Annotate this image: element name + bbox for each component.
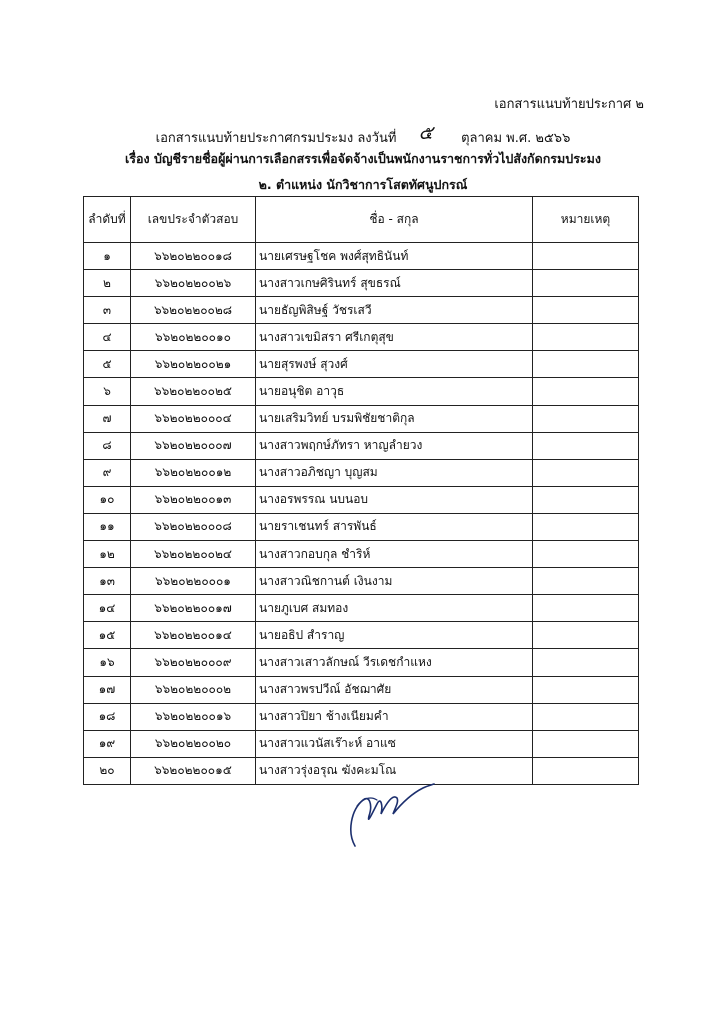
cell-note	[533, 703, 639, 730]
cell-note	[533, 351, 639, 378]
cell-note	[533, 513, 639, 540]
cell-note	[533, 568, 639, 595]
cell-name: นางสาวพฤกษ์ภัทรา หาญลำยวง	[256, 432, 533, 459]
annex-label: เอกสารแนบท้ายประกาศ ๒	[494, 97, 644, 112]
table-row	[84, 432, 639, 459]
cell-order: ๑๔	[84, 595, 131, 622]
cell-exam-id: ๖๖๒๐๒๒๐๐๐๑	[131, 568, 256, 595]
cell-order: ๑๐	[84, 486, 131, 513]
cell-order: ๑๑	[84, 513, 131, 540]
cell-order: ๘	[84, 432, 131, 459]
cell-order: ๖	[84, 378, 131, 405]
table-header-row	[84, 197, 639, 243]
cell-name: นางสาวเขมิสรา ศรีเกตุสุข	[256, 324, 533, 351]
cell-exam-id: ๖๖๒๐๒๒๐๐๑๕	[131, 757, 256, 784]
table-row	[84, 676, 639, 703]
announcement-prefix: เอกสารแนบท้ายประกาศกรมประมง ลงวันที่	[155, 131, 397, 146]
table-row	[84, 568, 639, 595]
table-row	[84, 405, 639, 432]
cell-exam-id: ๖๖๒๐๒๒๐๐๒๖	[131, 270, 256, 297]
column-header-name: ชื่อ - สกุล	[256, 197, 533, 243]
table-row	[84, 649, 639, 676]
cell-note	[533, 486, 639, 513]
cell-exam-id: ๖๖๒๐๒๒๐๐๒๘	[131, 297, 256, 324]
table-row	[84, 730, 639, 757]
table-row	[84, 486, 639, 513]
cell-exam-id: ๖๖๒๐๒๒๐๐๒๔	[131, 541, 256, 568]
cell-note	[533, 432, 639, 459]
cell-order: ๑๕	[84, 622, 131, 649]
table-row	[84, 297, 639, 324]
cell-note	[533, 297, 639, 324]
position-title: ๒. ตำแหน่ง นักวิชาการโสตทัศนูปกรณ์	[258, 177, 468, 192]
cell-name: นายภูเบศ สมทอง	[256, 595, 533, 622]
cell-name: นางสาวอภิชญา บุญสม	[256, 459, 533, 486]
cell-name: นายธัญพิสิษฐ์ วัชรเสวี	[256, 297, 533, 324]
cell-order: ๑๖	[84, 649, 131, 676]
cell-exam-id: ๖๖๒๐๒๒๐๐๒๕	[131, 378, 256, 405]
cell-exam-id: ๖๖๒๐๒๒๐๐๐๙	[131, 649, 256, 676]
cell-name: นายราเชนทร์ สารพันธ์	[256, 513, 533, 540]
cell-note	[533, 459, 639, 486]
cell-name: นางสาวรุ่งอรุณ ฆังคะมโณ	[256, 757, 533, 784]
cell-note	[533, 324, 639, 351]
cell-note	[533, 243, 639, 270]
cell-name: นางสาวเกษศิรินทร์ สุขธรณ์	[256, 270, 533, 297]
cell-exam-id: ๖๖๒๐๒๒๐๐๒๑	[131, 351, 256, 378]
table-row	[84, 595, 639, 622]
table-row	[84, 351, 639, 378]
cell-exam-id: ๖๖๒๐๒๒๐๐๐๗	[131, 432, 256, 459]
column-header-exam-id: เลขประจำตัวสอบ	[131, 197, 256, 243]
cell-note	[533, 541, 639, 568]
cell-order: ๒๐	[84, 757, 131, 784]
cell-note	[533, 622, 639, 649]
cell-exam-id: ๖๖๒๐๒๒๐๐๑๗	[131, 595, 256, 622]
cell-note	[533, 757, 639, 784]
cell-order: ๑๙	[84, 730, 131, 757]
cell-exam-id: ๖๖๒๐๒๒๐๐๐๒	[131, 676, 256, 703]
cell-exam-id: ๖๖๒๐๒๒๐๐๑๘	[131, 243, 256, 270]
table-row	[84, 541, 639, 568]
subject-line: เรื่อง บัญชีรายชื่อผู้ผ่านการเลือกสรรเพื่อจัดจ้างเป็นพนักงานราชการทั่วไปสังกัดกรมประมง	[125, 151, 601, 166]
cell-note	[533, 649, 639, 676]
cell-exam-id: ๖๖๒๐๒๒๐๐๐๔	[131, 405, 256, 432]
cell-name: นายสุรพงษ์ สุวงศ์	[256, 351, 533, 378]
cell-note	[533, 676, 639, 703]
cell-order: ๑๗	[84, 676, 131, 703]
cell-order: ๙	[84, 459, 131, 486]
cell-name: นางอรพรรณ นบนอบ	[256, 486, 533, 513]
cell-exam-id: ๖๖๒๐๒๒๐๐๑๓	[131, 486, 256, 513]
cell-note	[533, 405, 639, 432]
cell-order: ๔	[84, 324, 131, 351]
cell-order: ๑๘	[84, 703, 131, 730]
announcement-day: ๕	[418, 122, 433, 144]
column-header-order: ลำดับที่	[84, 197, 131, 243]
cell-note	[533, 730, 639, 757]
table-row	[84, 270, 639, 297]
cell-order: ๑๒	[84, 541, 131, 568]
candidate-table	[83, 196, 639, 785]
cell-exam-id: ๖๖๒๐๒๒๐๐๑๔	[131, 622, 256, 649]
cell-order: ๑	[84, 243, 131, 270]
cell-note	[533, 595, 639, 622]
cell-exam-id: ๖๖๒๐๒๒๐๐๑๖	[131, 703, 256, 730]
table-row	[84, 513, 639, 540]
cell-order: ๑๓	[84, 568, 131, 595]
table-row	[84, 459, 639, 486]
cell-exam-id: ๖๖๒๐๒๒๐๐๑๒	[131, 459, 256, 486]
column-header-note: หมายเหตุ	[533, 197, 639, 243]
cell-name: นายอนุชิต อาวุธ	[256, 378, 533, 405]
cell-order: ๓	[84, 297, 131, 324]
cell-name: นายอธิป สำราญ	[256, 622, 533, 649]
cell-order: ๗	[84, 405, 131, 432]
signature	[337, 770, 437, 850]
cell-name: นางสาวแวนัสเร๊าะห์ อาแซ	[256, 730, 533, 757]
announcement-date-line	[0, 121, 726, 151]
table-row	[84, 378, 639, 405]
cell-name: นางสาวเสาวลักษณ์ วีรเดชกำแหง	[256, 649, 533, 676]
cell-name: นายเศรษฐโชค พงศ์สุทธินันท์	[256, 243, 533, 270]
cell-name: นางสาวปิยา ช้างเนียมคำ	[256, 703, 533, 730]
cell-exam-id: ๖๖๒๐๒๒๐๐๑๐	[131, 324, 256, 351]
cell-exam-id: ๖๖๒๐๒๒๐๐๒๐	[131, 730, 256, 757]
cell-order: ๒	[84, 270, 131, 297]
cell-note	[533, 270, 639, 297]
cell-name: นางสาวกอบกุล ชำริห์	[256, 541, 533, 568]
cell-order: ๕	[84, 351, 131, 378]
table-row	[84, 703, 639, 730]
cell-name: นายเสริมวิทย์ บรมพิชัยชาติกุล	[256, 405, 533, 432]
cell-name: นางสาวณิชกานต์ เงินงาม	[256, 568, 533, 595]
table-row	[84, 622, 639, 649]
announcement-month-year: ตุลาคม พ.ศ. ๒๕๖๖	[461, 131, 571, 146]
cell-exam-id: ๖๖๒๐๒๒๐๐๐๘	[131, 513, 256, 540]
cell-note	[533, 378, 639, 405]
cell-name: นางสาวพรปวีณ์ อัชฌาศัย	[256, 676, 533, 703]
table-row	[84, 324, 639, 351]
table-row	[84, 243, 639, 270]
